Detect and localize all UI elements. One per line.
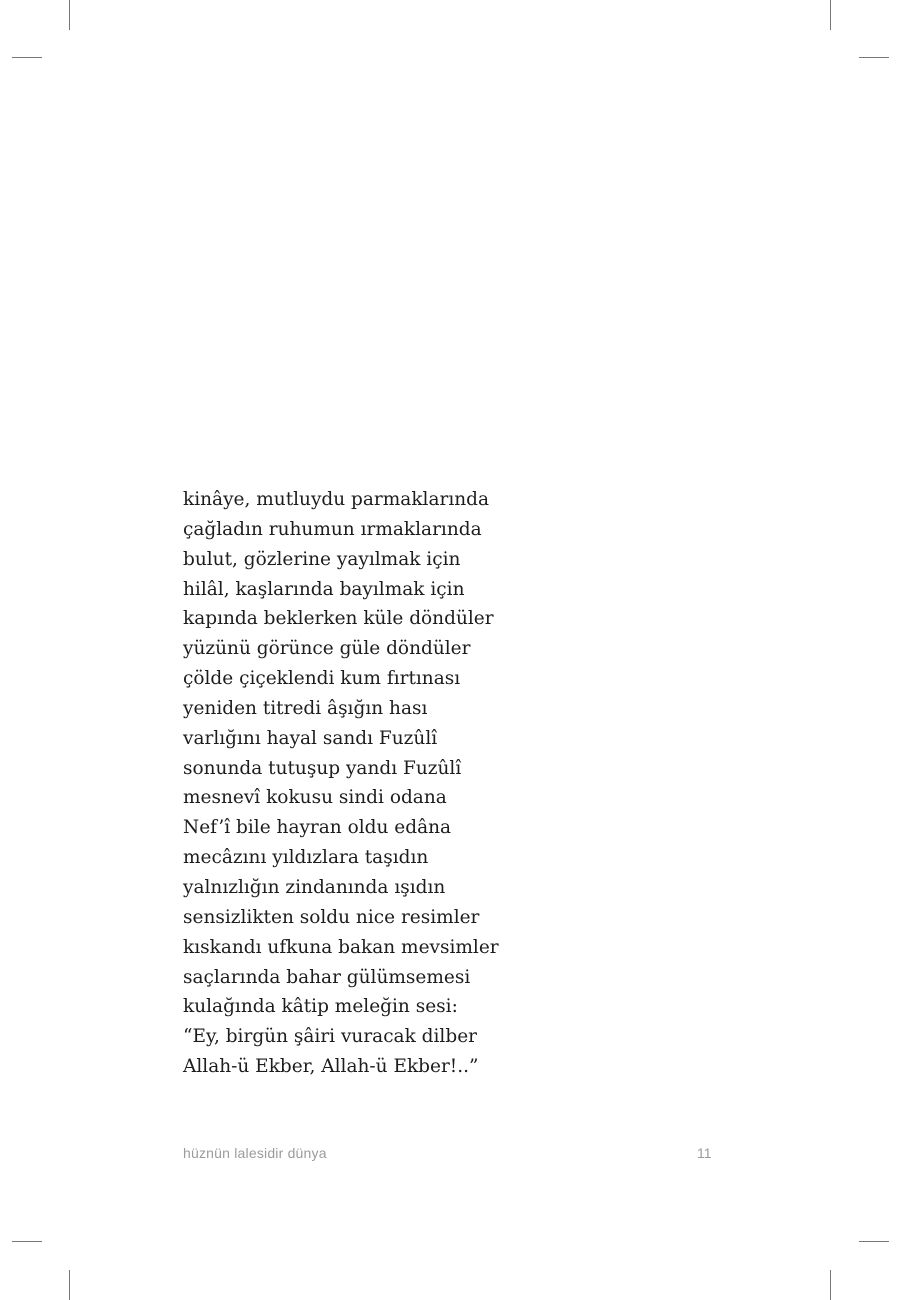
poem-line: Allah-ü Ekber, Allah-ü Ekber!..” (183, 1056, 479, 1078)
crop-mark-bottom-right-vertical (830, 1270, 831, 1300)
crop-mark-top-left-vertical (69, 0, 70, 30)
crop-mark-top-right-vertical (830, 0, 831, 30)
poem-line: bulut, gözlerine yayılmak için (183, 548, 461, 570)
poem-line: çölde çiçeklendi kum fırtınası (183, 668, 461, 690)
poem-line: sonunda tutuşup yandı Fuzûlî (183, 757, 462, 779)
poem-line: Nef’î bile hayran oldu edâna (183, 817, 452, 839)
page-number: 11 (697, 1145, 712, 1161)
poem-line: yüzünü görünce güle döndüler (183, 638, 471, 660)
poem-line: sensizlikten soldu nice resimler (183, 906, 480, 928)
poem-line: mecâzını yıldızlara taşıdın (183, 847, 429, 869)
crop-mark-bottom-right-horizontal (859, 1241, 889, 1242)
poem-line: kıskandı ufkuna bakan mevsimler (183, 936, 499, 958)
running-footer-book-title: hüznün lalesidir dünya (183, 1145, 327, 1161)
poem-stanza (183, 485, 543, 1082)
poem-line: kapında beklerken küle döndüler (183, 608, 494, 630)
poem-line: hilâl, kaşlarında bayılmak için (183, 578, 465, 600)
poem-line: kinâye, mutluydu parmaklarında (183, 489, 490, 510)
crop-mark-top-right-horizontal (859, 57, 889, 58)
crop-mark-top-left-horizontal (12, 57, 42, 58)
poem-line: mesnevî kokusu sindi odana (183, 787, 447, 809)
poem-line: çağladın ruhumun ırmaklarında (183, 518, 482, 540)
crop-mark-bottom-left-vertical (69, 1270, 70, 1300)
poem-line: yeniden titredi âşığın hası (183, 697, 428, 719)
poem-line: varlığını hayal sandı Fuzûlî (183, 727, 438, 749)
crop-mark-bottom-left-horizontal (12, 1241, 42, 1242)
poem-line: yalnızlığın zindanında ışıdın (183, 876, 446, 898)
poem-line: saçlarında bahar gülümsemesi (183, 966, 471, 988)
poem-line: kulağında kâtip meleğin sesi: (183, 996, 458, 1018)
poem-line: “Ey, birgün şâiri vuracak dilber (183, 1026, 477, 1048)
